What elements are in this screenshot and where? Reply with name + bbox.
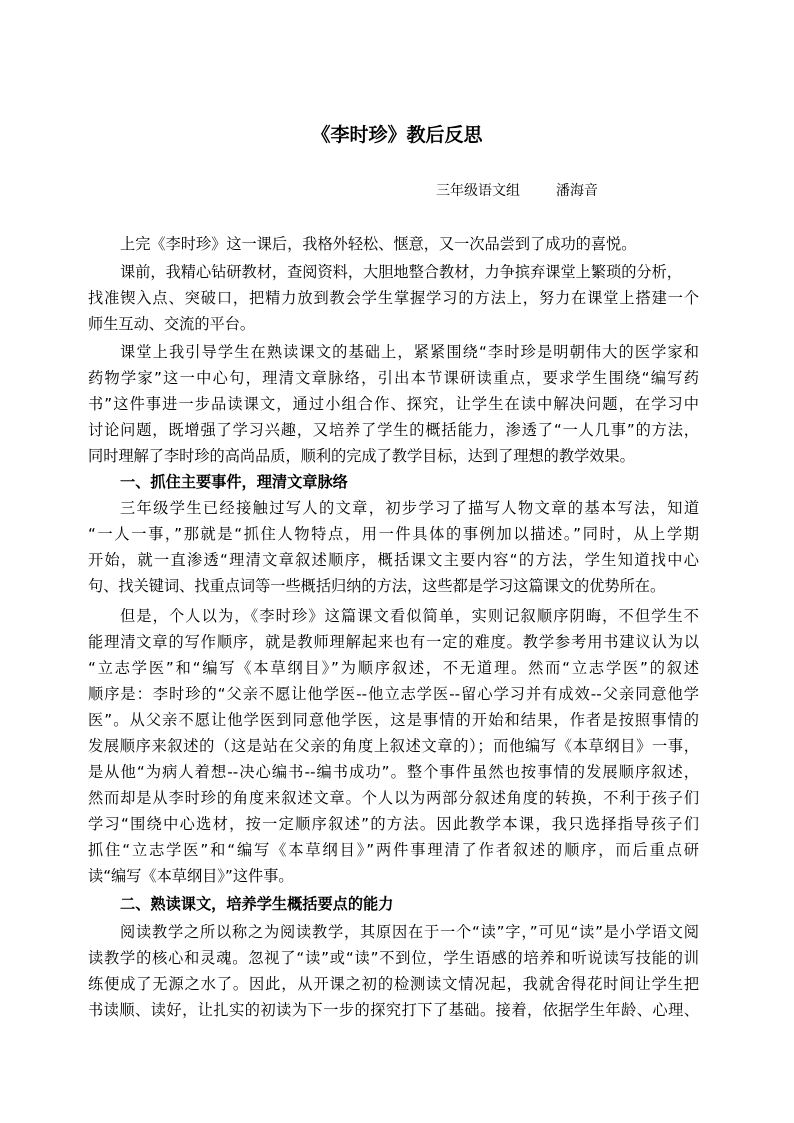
- paragraph-line: 学习“围绕中心选材，按一定顺序叙述”的方法。因此教学本课，我只选择指导孩子们: [88, 815, 699, 833]
- section-heading: 二、熟读课文，培养学生概括要点的能力: [120, 895, 394, 913]
- author-line: [436, 180, 598, 202]
- paragraph-line: 读教学的核心和灵魂。忽视了“读”或“读”不到位，学生语感的培养和听说读写技能的训: [88, 949, 699, 967]
- paragraph-line: 开始，就一直渗透“理清文章叙述顺序，概括课文主要内容“的方法，学生知道找中心: [88, 551, 699, 569]
- paragraph-line: 药物学家”这一中心句，理清文章脉络，引出本节课研读重点，要求学生围绕“编写药: [88, 369, 699, 387]
- paragraph-line: 上完《李时珍》这一课后，我格外轻松、惬意，又一次品尝到了成功的喜悦。: [120, 235, 637, 253]
- paragraph-line: 书”这件事进一步品读课文，通过小组合作、探究，让学生在读中解决问题，在学习中: [88, 395, 699, 413]
- paragraph-line: 发展顺序来叙述的（这是站在父亲的角度上叙述文章的）；而他编写《本草纲目》一事，: [88, 737, 699, 755]
- paragraph-line: 读“编写《本草纲目》”这件事。: [88, 867, 294, 885]
- paragraph-line: 顺序是：李时珍的“父亲不愿让他学医--他立志学医--留心学习并有成效--父亲同意他学: [88, 685, 699, 703]
- paragraph-line: 阅读教学之所以称之为阅读教学，其原因在于一个“读”字，”可见“读”是小学语文阅: [120, 923, 699, 941]
- paragraph-line: 医”。从父亲不愿让他学医到同意他学医，这是事情的开始和结果，作者是按照事情的: [88, 711, 699, 729]
- paragraph-line: “立志学医”和“编写《本草纲目》”为顺序叙述，不无道理。然而“立志学医”的叙述: [88, 659, 699, 677]
- author-group: 三年级语文组: [436, 183, 520, 199]
- paragraph-line: 但是，个人以为，《李时珍》这篇课文看似简单，实则记叙顺序阴晦，不但学生不: [120, 607, 699, 625]
- paragraph-line: “一人一事，”那就是“抓住人物特点，用一件具体的事例加以描述。”同时，从上学期: [88, 525, 699, 543]
- paragraph-line: 讨论问题，既增强了学习兴趣，又培养了学生的概括能力，渗透了“一人几事”的方法，: [88, 421, 699, 439]
- paragraph-line: 找准锲入点、突破口，把精力放到教会学生掌握学习的方法上，努力在课堂上搭建一个: [88, 289, 699, 307]
- paragraph-line: 能理清文章的写作顺序，就是教师理解起来也有一定的难度。教学参考用书建议认为以: [88, 633, 699, 651]
- paragraph-line: 然而却是从李时珍的角度来叙述文章。个人以为两部分叙述角度的转换，不利于孩子们: [88, 789, 699, 807]
- paragraph-line: 课堂上我引导学生在熟读课文的基础上，紧紧围绕“李时珍是明朝伟大的医学家和: [120, 343, 699, 361]
- document-title: 《李时珍》教后反思: [311, 124, 483, 146]
- paragraph-line: 书读顺、读好，让扎实的初读为下一步的探究打下了基础。接着，依据学生年龄、心理、: [88, 1001, 699, 1019]
- author-name: 潘海音: [556, 183, 598, 199]
- paragraph-line: 师生互动、交流的平台。: [88, 315, 256, 333]
- paragraph-line: 句、找关键词、找重点词等一些概括归纳的方法，这些都是学习这篇课文的优势所在。: [88, 577, 666, 595]
- paragraph-line: 同时理解了李时珍的高尚品质，顺利的完成了教学目标，达到了理想的教学效果。: [88, 447, 635, 465]
- paragraph-line: 抓住“立志学医”和“编写《本草纲目》”两件事理清了作者叙述的顺序，而后重点研: [88, 841, 699, 859]
- paragraph-line: 是从他“为病人着想--决心编书--编书成功”。整个事件虽然也按事情的发展顺序叙述，: [88, 763, 699, 781]
- paragraph-line: 练便成了无源之水了。因此，从开课之初的检测读文情况起，我就舍得花时间让学生把: [88, 975, 699, 993]
- paragraph-line: 课前，我精心钻研教材，查阅资料，大胆地整合教材，力争摈弃课堂上繁琐的分析，: [120, 263, 682, 281]
- section-heading: 一、抓住主要事件，理清文章脉络: [120, 473, 348, 491]
- paragraph-line: 三年级学生已经接触过写人的文章，初步学习了描写人物文章的基本写法，知道: [120, 499, 699, 517]
